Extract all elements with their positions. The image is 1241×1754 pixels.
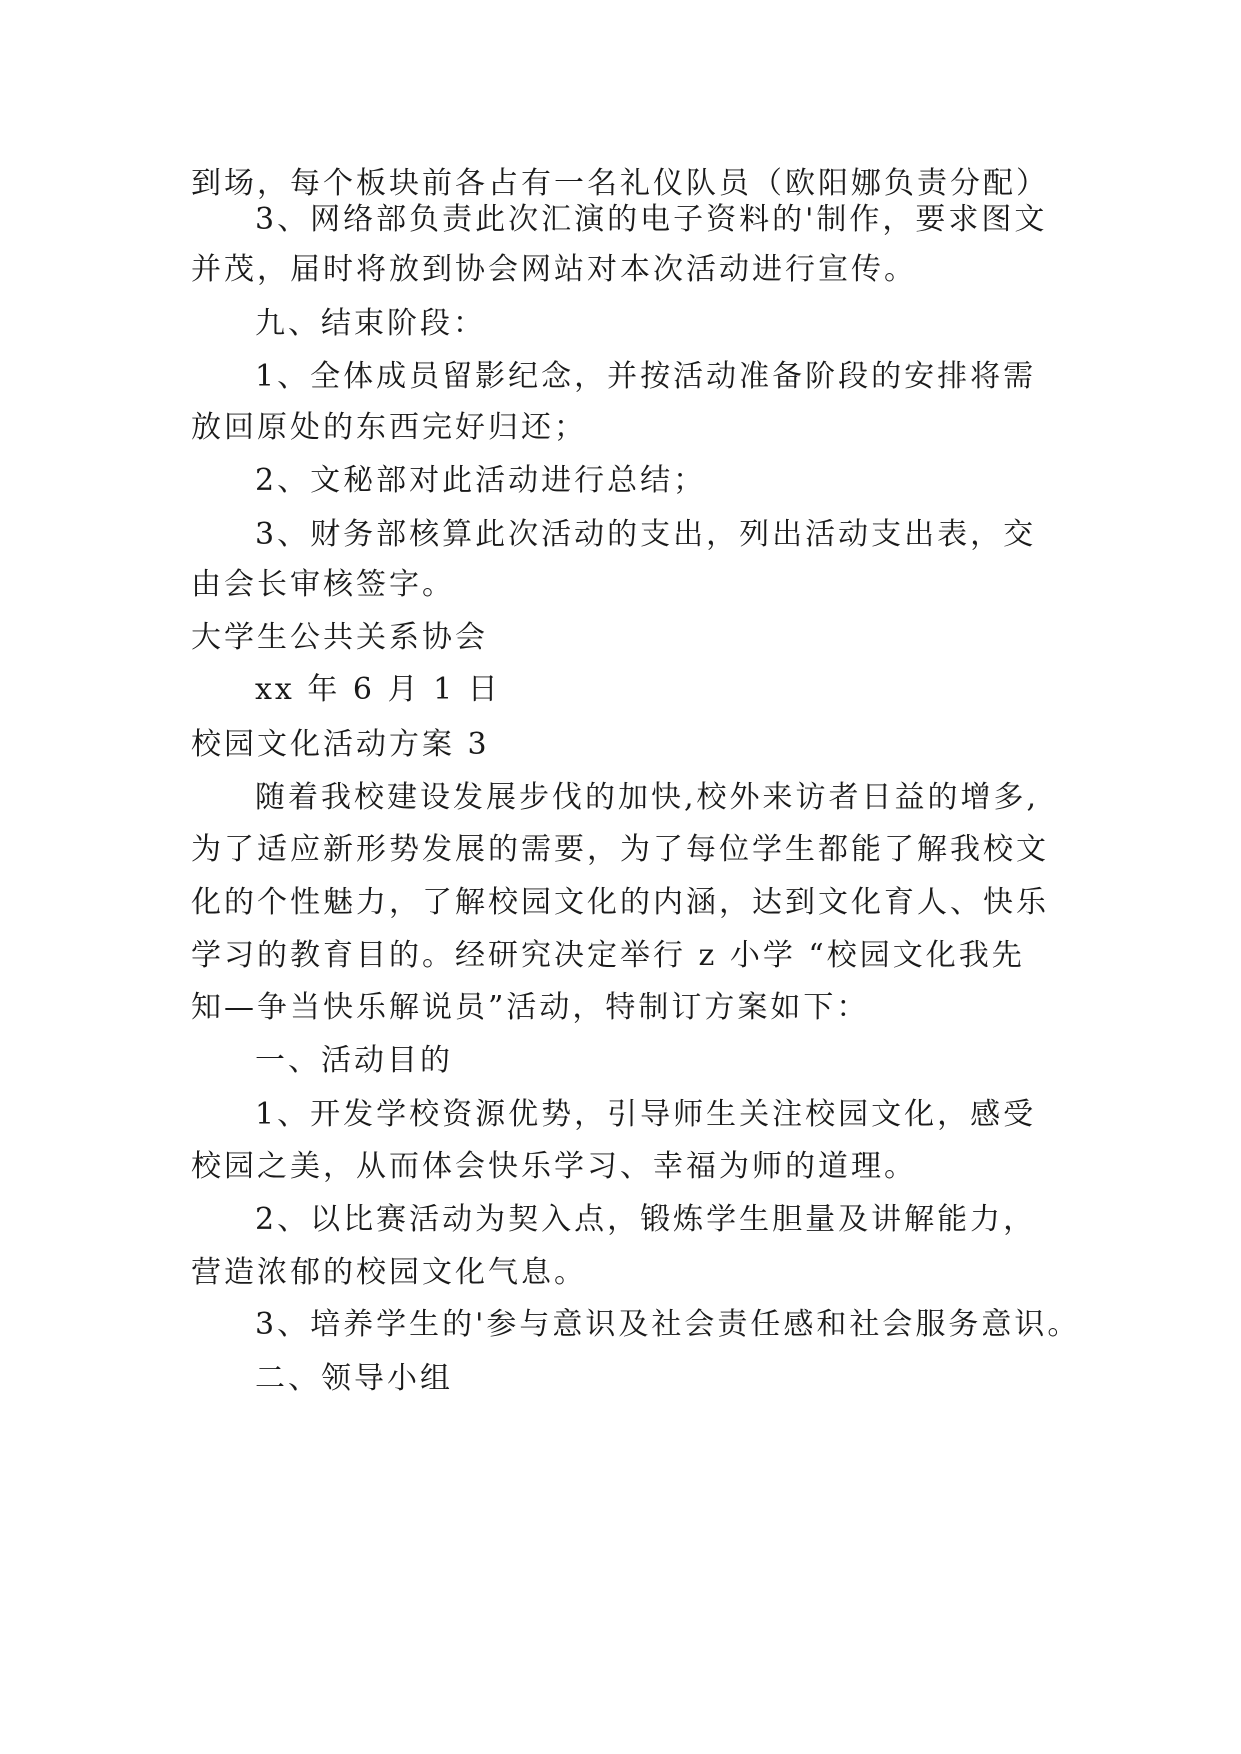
- text-line: 化的个性魅力，了解校园文化的内涵，达到文化育人、快乐: [191, 885, 1049, 920]
- text-line: 3、财务部核算此次活动的支出，列出活动支出表，交: [255, 517, 1037, 552]
- text-line: 3、培养学生的'参与意识及社会责任感和社会服务意识。: [255, 1307, 1081, 1342]
- text-line: 由会长审核签字。: [191, 567, 455, 602]
- section-heading: 二、领导小组: [255, 1361, 453, 1396]
- section-heading: 一、活动目的: [255, 1043, 453, 1078]
- text-line: 随着我校建设发展步伐的加快,校外来访者日益的增多,: [255, 780, 1040, 815]
- text-line: 3、网络部负责此次汇演的电子资料的'制作，要求图文: [255, 202, 1048, 237]
- signature-org: 大学生公共关系协会: [191, 620, 488, 655]
- text-line: 到场，每个板块前各占有一名礼仪队员（欧阳娜负责分配）: [191, 166, 1049, 201]
- text-line: 放回原处的东西完好归还；: [191, 410, 587, 445]
- document-title: 校园文化活动方案 3: [191, 727, 490, 762]
- text-line: 2、文秘部对此活动进行总结；: [255, 463, 707, 498]
- text-line: 并茂，届时将放到协会网站对本次活动进行宣传。: [191, 252, 917, 287]
- text-line: 1、全体成员留影纪念，并按活动准备阶段的安排将需: [255, 359, 1037, 394]
- text-line: 2、以比赛活动为契入点，锻炼学生胆量及讲解能力，: [255, 1202, 1037, 1237]
- text-line: 营造浓郁的校园文化气息。: [191, 1255, 587, 1290]
- text-line: 知—争当快乐解说员”活动，特制订方案如下：: [191, 990, 870, 1025]
- text-line: 学习的教育目的。经研究决定举行 z 小学 “校园文化我先: [191, 938, 1025, 973]
- section-heading: 九、结束阶段：: [255, 306, 486, 341]
- text-line: 1、开发学校资源优势，引导师生关注校园文化，感受: [255, 1097, 1037, 1132]
- signature-date: xx 年 6 月 1 日: [255, 672, 501, 707]
- text-line: 校园之美，从而体会快乐学习、幸福为师的道理。: [191, 1149, 917, 1184]
- text-line: 为了适应新形势发展的需要，为了每位学生都能了解我校文: [191, 832, 1049, 867]
